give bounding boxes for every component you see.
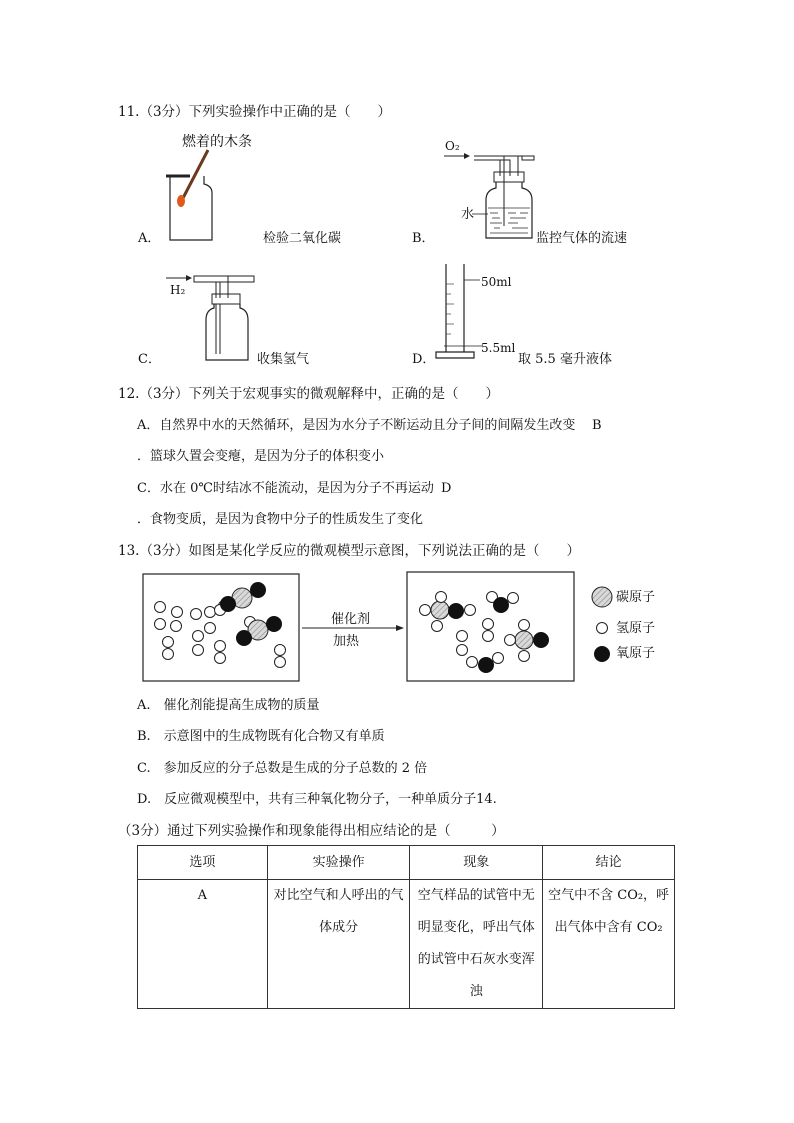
q11-a-figure-caption: 燃着的木条 (182, 134, 252, 150)
q11-opt-c-text: 收集氢气 (257, 352, 310, 367)
cell-conclusion: 空气中不含 CO₂，呼出气体中含有 CO₂ (543, 880, 675, 1009)
cell-option: A (138, 880, 268, 1009)
table-header-row (138, 846, 675, 880)
q11-stem: 11.（3分）下列实验操作中正确的是（ ） (118, 104, 392, 120)
header-phenomenon: 现象 (410, 846, 543, 880)
inlet-tube (194, 276, 228, 282)
cell-phenomenon: 空气样品的试管中无明显变化，呼出气体的试管中石灰水变浑浊 (410, 880, 543, 1009)
product-molecules (420, 592, 550, 674)
header-operation: 实验操作 (267, 846, 410, 880)
arrow-head-icon (186, 275, 192, 281)
q13-opt-c: C. 参加反应的分子总数是生成的分子总数的 2 倍 (137, 761, 428, 776)
bottle-body (206, 304, 248, 360)
stopper (494, 172, 524, 182)
cylinder-base (436, 352, 474, 358)
arrow-head-icon (464, 153, 470, 159)
q13-opt-b: B. 示意图中的生成物既有化合物又有单质 (137, 729, 385, 744)
q11-opt-a-text: 检验二氧化碳 (263, 231, 342, 246)
bottle-body (486, 182, 532, 238)
q14-options-table (137, 845, 675, 1009)
q13-arrow-catalyst: 催化剂 (331, 612, 371, 627)
cylinder-body (446, 264, 464, 352)
q12-line-3: C．水在 0℃时结冰不能流动，是因为分子不再运动 (137, 481, 434, 496)
q12-stem: 12.（3分）下列关于宏观事实的微观解释中，正确的是（ ） (118, 386, 500, 402)
q12-line-1: A．自然界中水的天然循环，是因为水分子不断运动且分子间的间隔发生改变 (137, 418, 576, 433)
q11-b-wash-bottle-figure (440, 150, 540, 245)
q11-opt-b-text: 监控气体的流速 (536, 231, 628, 246)
q11-50ml-label: 50ml (481, 275, 512, 289)
inlet-tube (474, 160, 510, 176)
flame-icon (177, 195, 185, 207)
header-conclusion: 结论 (543, 846, 675, 880)
q11-h2-label: H₂ (170, 283, 186, 297)
cell-operation: 对比空气和人呼出的气体成分 (267, 880, 410, 1009)
q12-line-3-tail: D (441, 481, 452, 496)
q14-stem: （3分）通过下列实验操作和现象能得出相应结论的是（ ） (118, 823, 505, 839)
q13-legend-carbon: 碳原子 (616, 590, 656, 605)
q11-5-5ml-label: 5.5ml (481, 341, 516, 355)
hydrogen-atom-legend-icon (597, 623, 608, 634)
q11-opt-a-label: A． (138, 231, 161, 246)
q11-c-collect-figure (166, 268, 266, 363)
arrow-head-icon (396, 625, 404, 631)
q13-reaction-diagram (140, 570, 670, 685)
q11-water-label: 水 (461, 207, 475, 222)
oxygen-atom-legend-icon (594, 646, 610, 662)
q13-legend-oxygen: 氧原子 (616, 646, 656, 661)
water-lines (488, 208, 530, 233)
table-row (138, 880, 675, 1009)
reactant-co-molecules (220, 582, 282, 646)
q11-opt-c-label: C． (138, 352, 161, 367)
q11-opt-d-label: D． (412, 352, 436, 367)
q12-line-1-tail: B (592, 418, 602, 433)
header-option: 选项 (138, 846, 268, 880)
carbon-atom-legend-icon (592, 587, 612, 607)
q13-arrow-heat: 加热 (333, 634, 360, 649)
q11-opt-b-label: B． (412, 231, 435, 246)
q12-line-2: ．篮球久置会变瘪，是因为分子的体积变小 (137, 449, 385, 464)
q13-legend-hydrogen: 氢原子 (616, 621, 656, 636)
q11-o2-label: O₂ (445, 139, 460, 153)
q13-opt-a: A. 催化剂能提高生成物的质量 (137, 698, 320, 713)
q12-line-4: ．食物变质，是因为食物中分子的性质发生了变化 (137, 512, 424, 527)
q11-a-bottle-figure (160, 148, 230, 243)
q11-opt-d-text: 取 5.5 毫升液体 (518, 352, 612, 367)
graduation-marks (446, 284, 454, 334)
q13-stem: 13.（3分）如图是某化学反应的微观模型示意图，下列说法正确的是（ ） (118, 543, 581, 559)
q13-opt-d: D. 反应微观模型中，共有三种氧化物分子，一种单质分子14. (137, 792, 497, 807)
